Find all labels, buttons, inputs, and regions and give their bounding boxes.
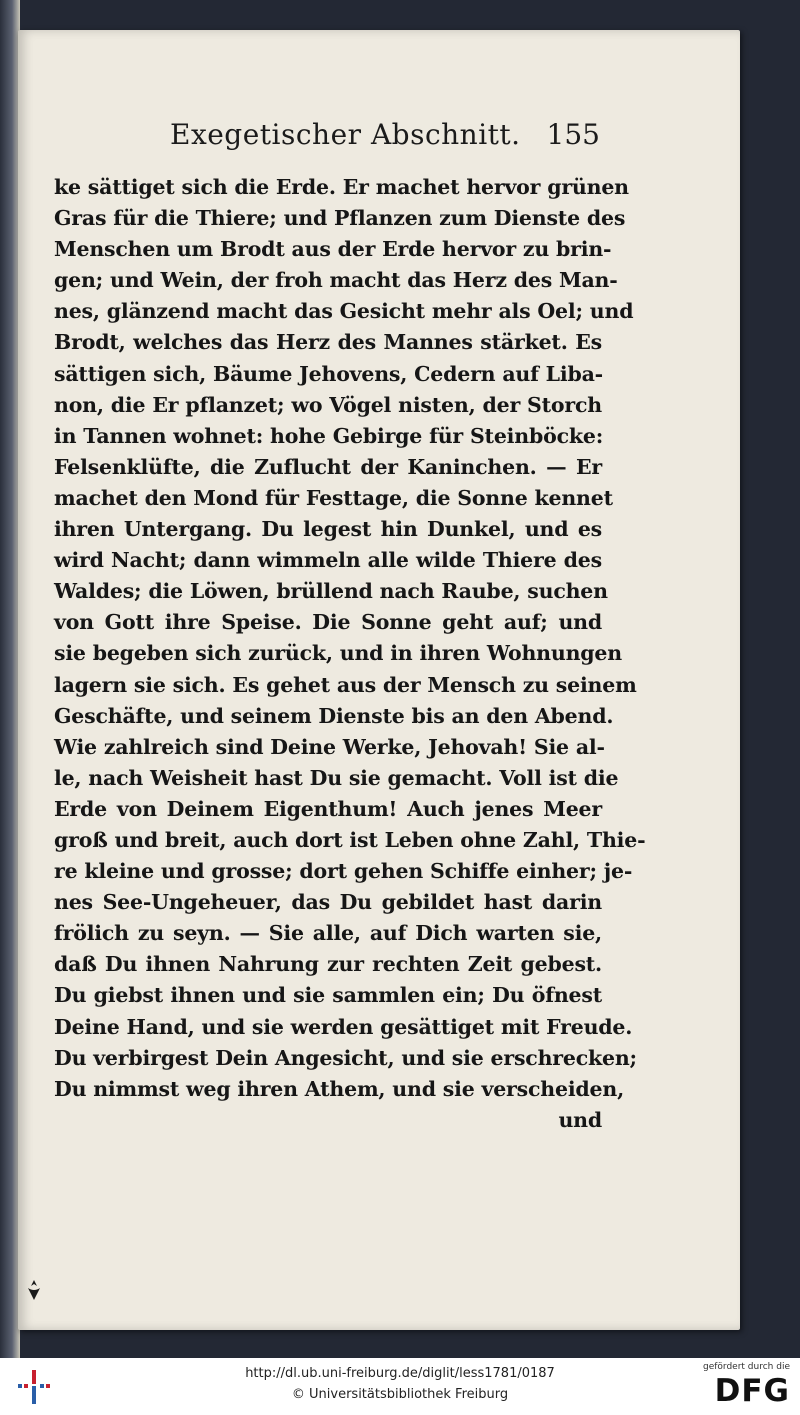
book-spine-edge: [0, 0, 20, 1358]
dfg-sponsor[interactable]: [700, 1362, 790, 1410]
text-line: non, die Er pflanzet; wo Vögel nisten, der Storch: [54, 392, 602, 417]
text-line: ke sättiget sich die Erde. Er machet hervor grünen: [54, 175, 629, 199]
text-line: nes, glänzend macht das Gesicht mehr als Oel; und: [54, 299, 634, 324]
sponsor-caption: gefördert durch die: [703, 1362, 790, 1372]
page-header: [170, 118, 600, 162]
text-line: von Gott ihre Speise. Die Sonne geht auf; und: [54, 610, 602, 635]
body-text: [54, 172, 646, 1136]
document-url-link[interactable]: http://dl.ub.uni-freiburg.de/diglit/less1781/0187: [245, 1366, 555, 1381]
text-line: nes See-Ungeheuer, das Du gebildet hast darin: [54, 890, 602, 915]
running-title: Exegetischer Abschnitt.: [170, 118, 521, 151]
text-line: Waldes; die Löwen, brüllend nach Raube, suchen: [54, 579, 608, 604]
catchword: und: [558, 1107, 602, 1132]
text-line: machet den Mond für Festtage, die Sonne kennet: [54, 485, 613, 510]
text-line: frölich zu seyn. — Sie alle, auf Dich warten sie,: [54, 921, 602, 946]
text-line: Wie zahlreich sind Deine Werke, Jehovah! Sie al-: [54, 734, 605, 759]
text-line: Erde von Deinem Eigenthum! Auch jenes Meer: [54, 796, 602, 821]
text-line: sättigen sich, Bäume Jehovens, Cedern auf Liba-: [54, 361, 603, 386]
text-line: Felsenklüfte, die Zuflucht der Kaninchen. — Er: [54, 454, 602, 479]
text-line: Deine Hand, und sie werden gesättiget mit Freude.: [54, 1014, 633, 1039]
page-number: 155: [546, 118, 600, 151]
dfg-logo-icon: DFG: [714, 1373, 790, 1409]
text-line: Geschäfte, und seinem Dienste bis an den Abend.: [54, 703, 614, 728]
text-line: Du giebst ihnen und sie sammlen ein; Du öfnest: [54, 983, 602, 1008]
text-line: daß Du ihnen Nahrung zur rechten Zeit gebest.: [54, 952, 602, 977]
text-line: sie begeben sich zurück, und in ihren Wohnungen: [54, 641, 622, 666]
text-line: wird Nacht; dann wimmeln alle wilde Thiere des: [54, 548, 602, 573]
text-line: Du verbirgest Dein Angesicht, und sie erschrecken;: [54, 1045, 637, 1070]
text-line: re kleine und grosse; dort gehen Schiffe einher; je-: [54, 859, 633, 884]
text-line: le, nach Weisheit hast Du sie gemacht. Voll ist die: [54, 765, 619, 790]
text-line: Du nimmst weg ihren Athem, und sie verscheiden,: [54, 1076, 625, 1101]
text-line: lagern sie sich. Es gehet aus der Mensch zu seinem: [54, 672, 637, 697]
text-line: in Tannen wohnet: hohe Gebirge für Steinböcke:: [54, 423, 604, 448]
text-line: ihren Untergang. Du legest hin Dunkel, und es: [54, 517, 602, 542]
text-line: groß und breit, auch dort ist Leben ohne Zahl, Thie-: [54, 827, 646, 852]
copyright-text: © Universitätsbibliothek Freiburg: [291, 1387, 509, 1402]
footer-bar: [0, 1358, 800, 1415]
printer-ornament-icon: [26, 1278, 42, 1302]
text-line: Gras für die Thiere; und Pflanzen zum Dienste des: [54, 206, 626, 231]
text-line: gen; und Wein, der froh macht das Herz des Man-: [54, 268, 618, 293]
text-line: Brodt, welches das Herz des Mannes stärket. Es: [54, 330, 602, 355]
text-line: Menschen um Brodt aus der Erde hervor zu brin-: [54, 237, 612, 262]
